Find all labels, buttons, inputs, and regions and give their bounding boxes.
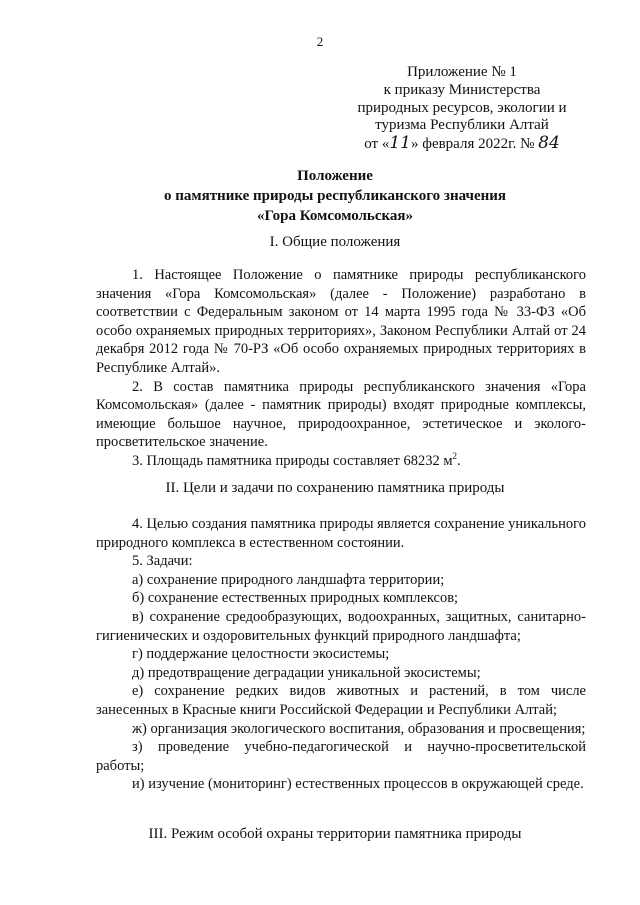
section-1-body (96, 266, 586, 471)
section-1-heading: I. Общие положения (269, 234, 401, 250)
task-item-b: б) сохранение естественных природных комплексов; (132, 590, 459, 607)
paragraph-3-end: . (457, 452, 461, 469)
task-item-a: а) сохранение природного ландшафта территории; (132, 571, 445, 588)
page-number: 2 (316, 34, 324, 49)
task-item-e: е) сохранение редких видов животных и растений, в том числе занесенных в Красные книги Российской Федерации и Республики Алтай; (96, 683, 586, 718)
title-line-3: «Гора Комсомольская» (256, 208, 414, 224)
section-2-heading: II. Цели и задачи по сохранению памятника природы (165, 480, 505, 496)
date-prefix: от « (364, 136, 390, 153)
title-line-1: Положение (297, 168, 373, 184)
title-line-2: о памятнике природы республиканского значения (163, 188, 507, 204)
appendix-line-2: к приказу Министерства (383, 81, 541, 98)
task-item-g: г) поддержание целостности экосистемы; (132, 646, 390, 663)
appendix-block (330, 64, 594, 154)
task-item-d: д) предотвращение деградации уникальной экосистемы; (132, 664, 481, 681)
paragraph-3-text: 3. Площадь памятника природы составляет 68232 м (132, 452, 453, 469)
handwritten-number: 84 (538, 133, 560, 154)
task-item-i: и) изучение (мониторинг) естественных процессов в окружающей среде. (132, 776, 584, 793)
appendix-line-3: природных ресурсов, экологии и (357, 99, 567, 116)
task-item-v: в) сохранение средообразующих, водоохранных, защитных, санитарно-гигиенических и оздоровительных функций природного ландшафта; (96, 608, 586, 644)
appendix-line-4: туризма Республики Алтай (375, 117, 549, 134)
superscript-2: 2 (452, 451, 457, 462)
section-3-heading: III. Режим особой охраны территории памятника природы (148, 826, 522, 842)
handwritten-day: 11 (389, 133, 411, 154)
appendix-line-1: Приложение № 1 (407, 64, 517, 80)
paragraph-4: 4. Целью создания памятника природы является сохранение уникального природного комплекса в естественном состоянии. (96, 516, 586, 551)
task-item-zh: ж) организация экологического воспитания, образования и просвещения; (132, 720, 586, 737)
task-item-z: з) проведение учебно-педагогической и научно-просветительской работы; (96, 739, 586, 774)
section-2-body (96, 515, 586, 794)
paragraph-1: 1. Настоящее Положение о памятнике природы республиканского значения «Гора Комсомольская» (далее - Положение) разработано в соответствии с Федеральным законом от 14 марта 1995 года № 33-ФЗ «Об особо охраняемых природных территориях», Законом Республики Алтай от 24 декабря 2012 года № 70-РЗ «Об особо охраняемых природных территориях в Республике Алтай». (96, 267, 586, 376)
paragraph-5: 5. Задачи: (132, 553, 193, 570)
document-title (90, 166, 580, 226)
paragraph-2: 2. В состав памятника природы республиканского значения «Гора Комсомольская» (далее - памятник природы) входят природные комплексы, имеющие большое научное, природоохранное, эстетическое и эколого-просветительское значение. (96, 378, 586, 451)
appendix-date-line (330, 135, 594, 154)
paragraph-3 (96, 452, 586, 471)
date-middle: » февраля 2022г. № (410, 136, 535, 153)
